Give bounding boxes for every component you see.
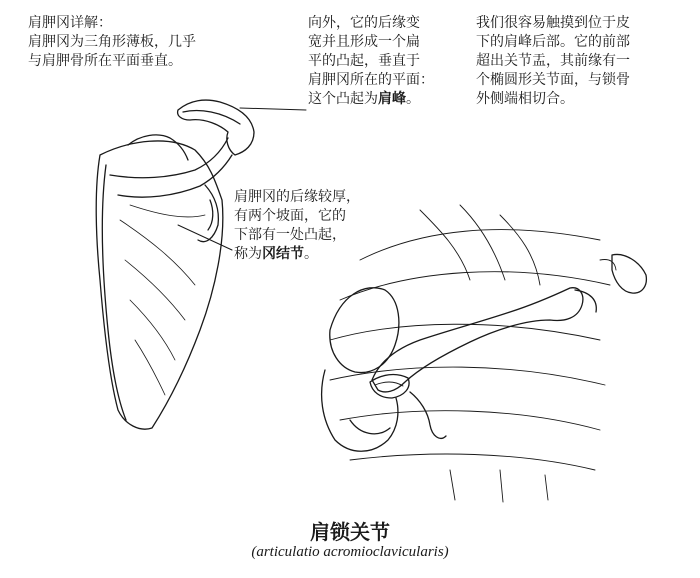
acromion-term: 肩峰 — [378, 91, 406, 107]
acromion-last-line — [308, 90, 434, 109]
tubercle-line-end: 。 — [304, 246, 318, 262]
tubercle-line: 有两个坡面，它的 — [234, 208, 346, 224]
acromion-description — [308, 14, 434, 109]
palpation-line: 个椭圆形关节面，与锁骨 — [476, 72, 630, 88]
spine-detail-line: 肩胛冈为三角形薄板，几乎 — [28, 34, 196, 50]
scapula-drawing — [96, 100, 254, 429]
palpation-line: 超出关节盂，其前缘有一 — [476, 53, 630, 69]
acromion-line: 肩胛冈所在的平面： — [308, 72, 434, 88]
spine-detail-line: 与肩胛骨所在平面垂直。 — [28, 53, 182, 69]
tubercle-pointer-line — [178, 225, 232, 250]
tubercle-last-line — [234, 245, 360, 264]
acromion-line: 宽并且形成一个扁 — [308, 34, 420, 50]
palpation-line: 外侧端相切合。 — [476, 91, 574, 107]
tubercle-term: 冈结节 — [262, 246, 304, 262]
tubercle-line: 称为 — [234, 246, 262, 262]
acromion-palpation-note — [476, 14, 630, 109]
acromion-line: 向外，它的后缘变 — [308, 15, 420, 31]
acromion-line-end: 。 — [406, 91, 420, 107]
spine-detail-note — [28, 14, 196, 71]
figure-subtitle: (articulatio acromioclavicularis) — [251, 544, 449, 560]
spine-detail-title: 肩胛冈详解： — [28, 15, 112, 31]
figure-title: 肩锁关节 — [310, 520, 390, 544]
tubercle-line: 肩胛冈的后缘较厚， — [234, 189, 360, 205]
tubercle-line: 下部有一处凸起， — [234, 227, 346, 243]
acromion-line: 平的凸起，垂直于 — [308, 53, 420, 69]
acromion-line: 这个凸起为 — [308, 91, 378, 107]
acromion-pointer-line — [240, 108, 306, 110]
palpation-line: 我们很容易触摸到位于皮 — [476, 15, 630, 31]
palpation-line: 下的肩峰后部。它的前部 — [476, 34, 630, 50]
tubercle-description — [234, 188, 360, 264]
shoulder-joint-drawing — [322, 205, 647, 502]
